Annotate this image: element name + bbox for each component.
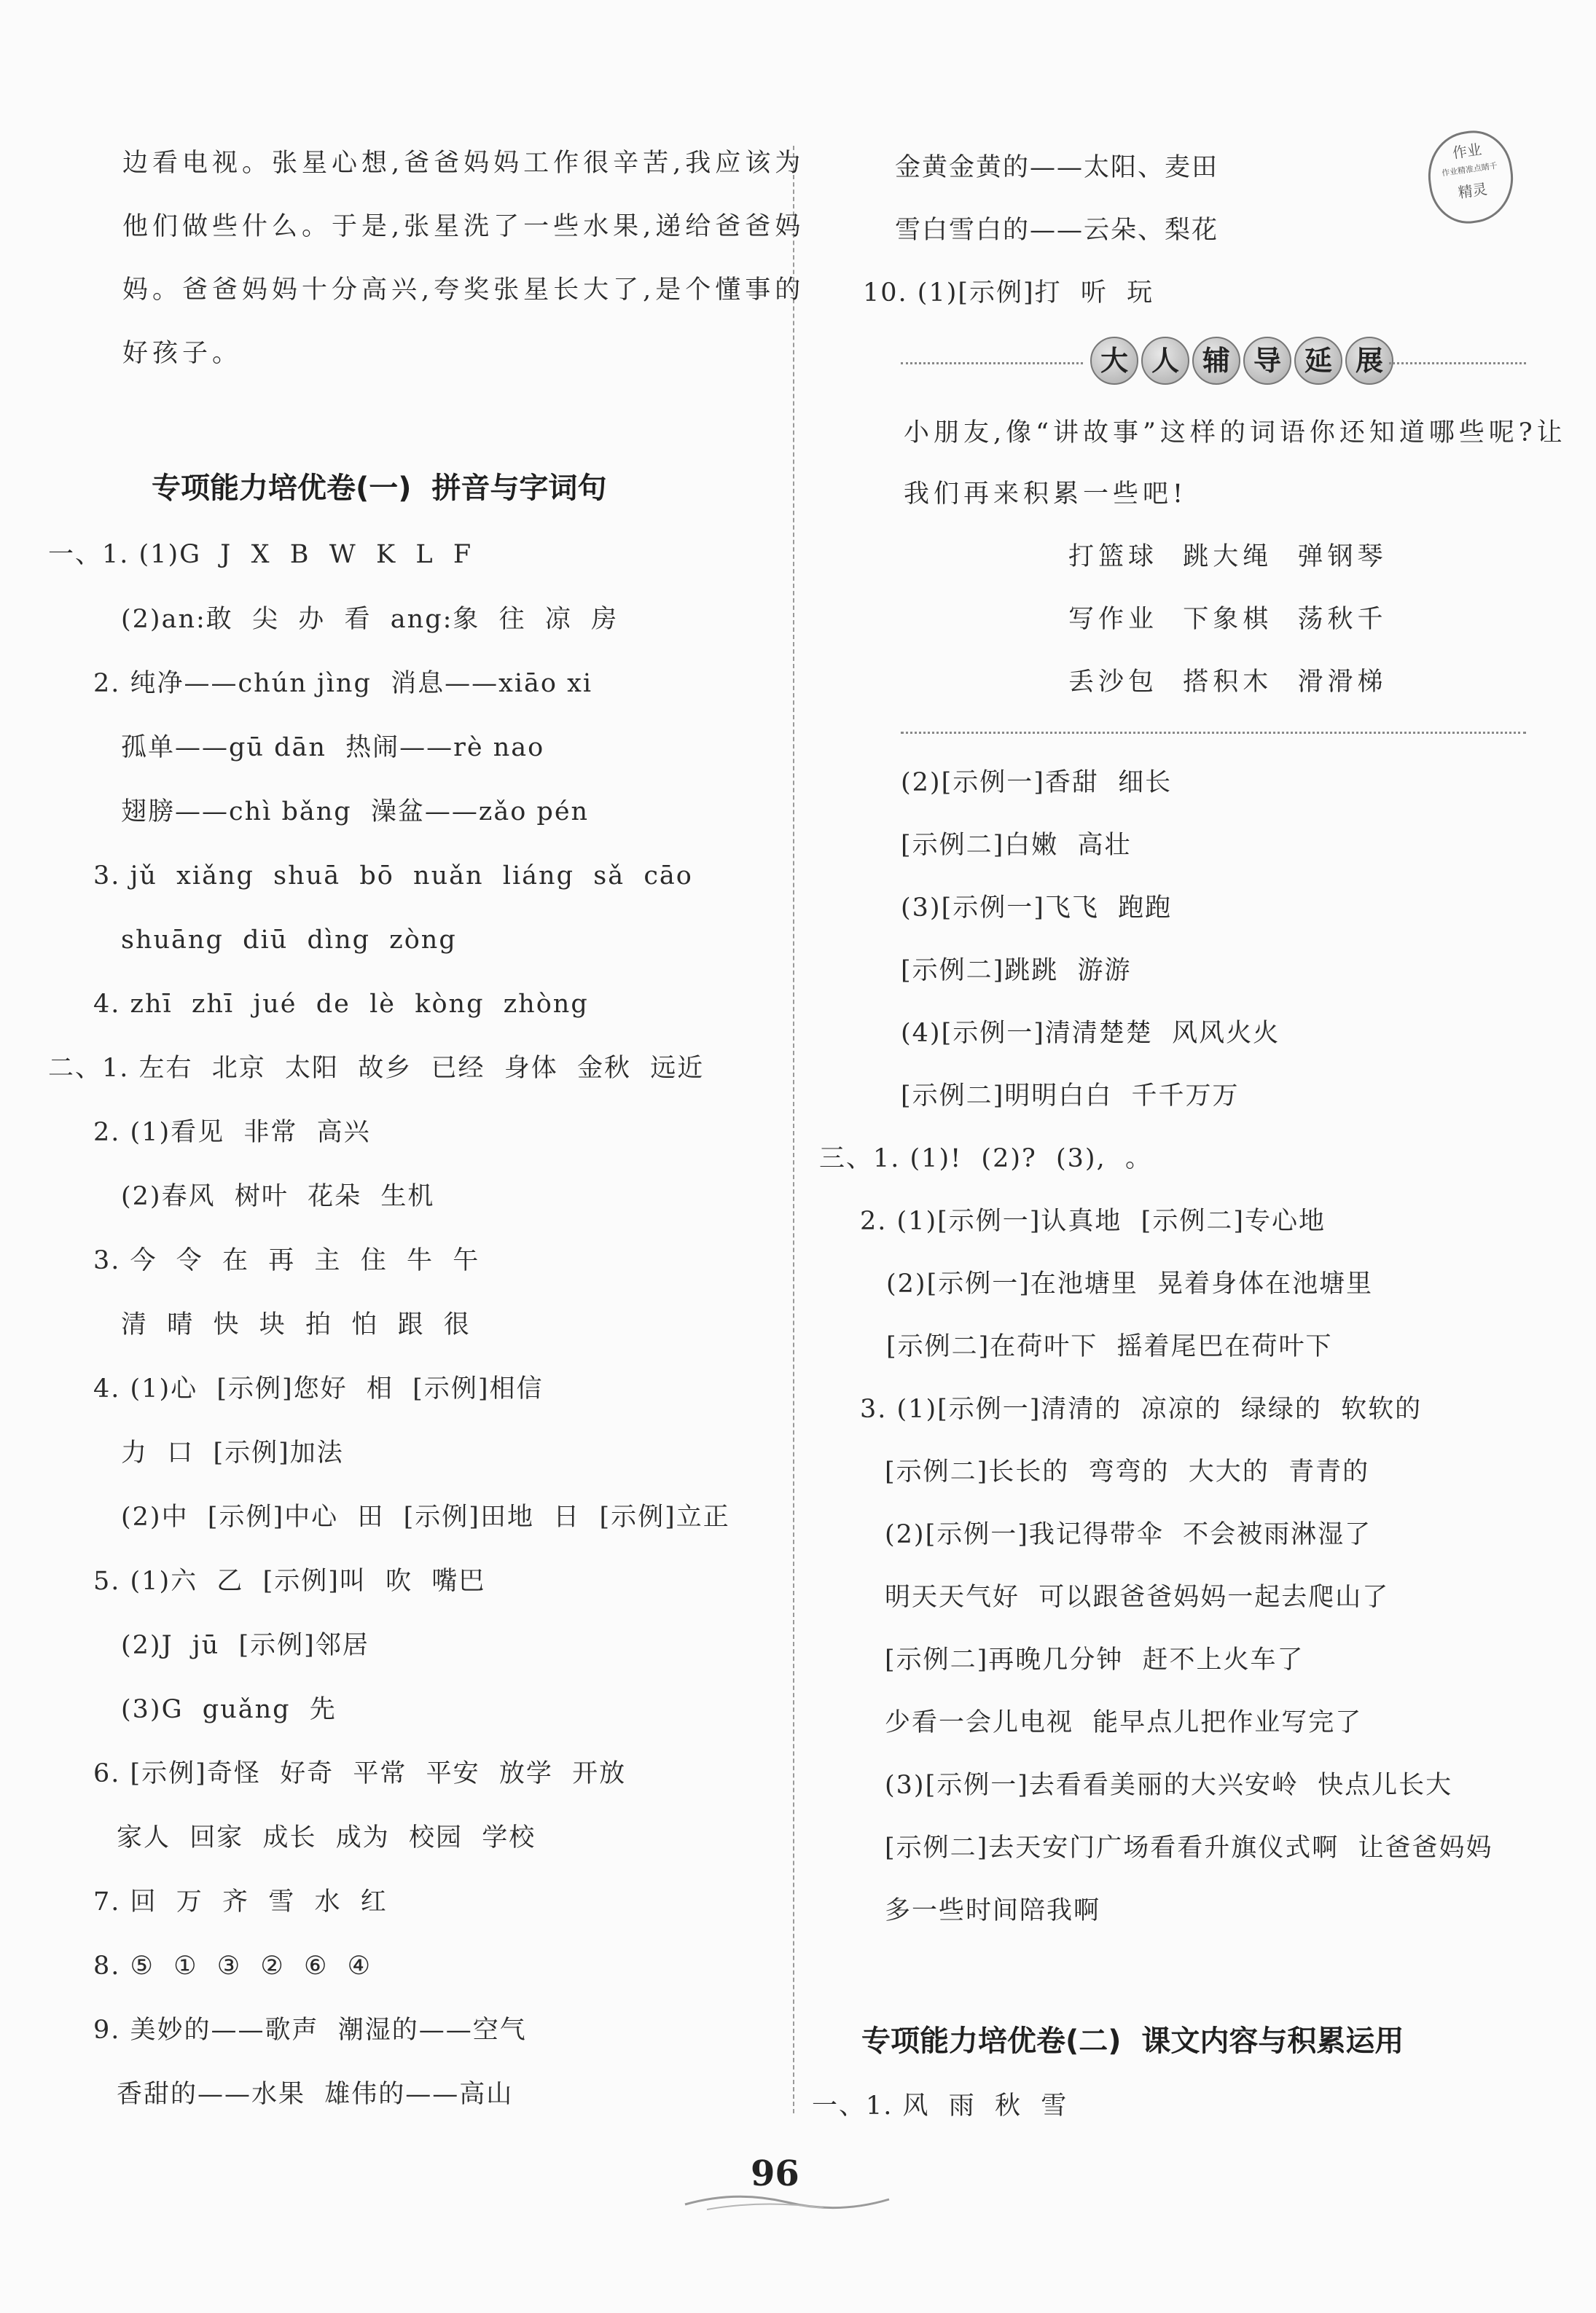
banner-char: 大 [1090, 337, 1138, 385]
intro-line: 好孩子。 [122, 339, 243, 368]
answer-line: 一、1. (1)G J X B W K L F [48, 540, 473, 569]
answer-line: 6. [示例]奇怪 好奇 平常 平安 放学 开放 [93, 1759, 627, 1788]
answer-line: 2. (1)看见 非常 高兴 [93, 1118, 371, 1147]
answer-line: 3. (1)[示例一]清清的 凉凉的 绿绿的 软软的 [860, 1395, 1423, 1424]
banner-char: 人 [1141, 337, 1189, 385]
answer-line: 3. jǔ xiǎng shuā bō nuǎn liáng sǎ cāo [93, 861, 693, 891]
answer-line: 力 口 [示例]加法 [121, 1439, 344, 1468]
answer-line: (2)[示例一]香甜 细长 [901, 768, 1173, 797]
answer-line: 家人 回家 成长 成为 校园 学校 [117, 1823, 536, 1852]
answer-line: 10. (1)[示例]打 听 玩 [863, 278, 1154, 308]
answer-line: (2)[示例一]我记得带伞 不会被雨淋湿了 [885, 1520, 1372, 1549]
banner-char: 展 [1345, 337, 1393, 385]
banner-char: 导 [1243, 337, 1291, 385]
section-title-1: 专项能力培优卷(一) 拼音与字词句 [152, 471, 607, 505]
answer-line: shuāng diū dìng zòng [121, 925, 457, 955]
answer-line: (2)an:敢 尖 办 看 ang:象 往 凉 房 [121, 605, 619, 634]
box-word-row: 写作业 下象棋 荡秋千 [1068, 605, 1388, 634]
answer-line: [示例二]去天安门广场看看升旗仪式啊 让爸爸妈妈 [885, 1833, 1493, 1863]
answer-line: (4)[示例一]清清楚楚 风风火火 [901, 1019, 1280, 1048]
answer-line: 清 晴 快 块 拍 怕 跟 很 [121, 1310, 471, 1339]
answer-line: (2)春风 树叶 花朵 生机 [121, 1182, 435, 1211]
answer-line: 明天天气好 可以跟爸爸妈妈一起去爬山了 [885, 1583, 1390, 1612]
box-text-line: 我们再来积累一些吧! [904, 480, 1188, 509]
box-top-left-rule [901, 362, 1083, 364]
answer-line: 孤单——gū dān 热闹——rè nao [121, 733, 545, 762]
answer-line: 3. 今 令 在 再 主 住 牛 午 [93, 1246, 480, 1275]
answer-line: 9. 美妙的——歌声 潮湿的——空气 [93, 2016, 527, 2045]
answer-line: 雪白雪白的——云朵、梨花 [895, 216, 1219, 245]
answer-line: (3)[示例一]去看看美丽的大兴安岭 快点儿长大 [885, 1771, 1453, 1800]
answer-line: 2. 纯净——chún jìng 消息——xiāo xi [93, 669, 593, 698]
answer-line: 4. zhī zhī jué de lè kòng zhòng [93, 990, 589, 1019]
answer-line: 2. (1)[示例一]认真地 [示例二]专心地 [860, 1207, 1326, 1236]
column-divider [793, 146, 794, 2113]
answer-line: 香甜的——水果 雄伟的——高山 [117, 2080, 514, 2109]
box-word-row: 丢沙包 搭积木 滑滑梯 [1068, 668, 1388, 697]
answer-line: [示例二]白嫩 高壮 [901, 831, 1132, 860]
answer-line: [示例二]明明白白 千千万万 [901, 1081, 1240, 1111]
answer-line: 少看一会儿电视 能早点儿把作业写完了 [885, 1708, 1363, 1737]
answer-line: 5. (1)六 乙 [示例]叫 吹 嘴巴 [93, 1567, 486, 1596]
banner-char: 辅 [1192, 337, 1240, 385]
box-bottom-rule [901, 732, 1526, 734]
answer-line: (2)中 [示例]中心 田 [示例]田地 日 [示例]立正 [121, 1503, 730, 1532]
page-ornament-icon [678, 2186, 896, 2215]
answer-line: 翅膀——chì bǎng 澡盆——zǎo pén [121, 797, 590, 826]
answer-line: 一、1. 风 雨 秋 雪 [812, 2091, 1068, 2121]
banner-char: 延 [1294, 337, 1342, 385]
answer-line: (3)G guǎng 先 [121, 1695, 337, 1724]
answer-line: 二、1. 左右 北京 太阳 故乡 已经 身体 金秋 远近 [48, 1054, 705, 1083]
page-number: 96 [751, 2153, 799, 2194]
answer-line: [示例二]再晚几分钟 赶不上火车了 [885, 1645, 1304, 1675]
answer-line: [示例二]在荷叶下 摇着尾巴在荷叶下 [886, 1332, 1333, 1361]
box-top-right-rule [1389, 362, 1526, 364]
section-title-2: 专项能力培优卷(二) 课文内容与积累运用 [861, 2024, 1404, 2058]
intro-line: 他们做些什么。于是,张星洗了一些水果,递给爸爸妈 [122, 212, 805, 241]
answer-line: (2)J jū [示例]邻居 [121, 1631, 369, 1660]
box-text-line: 小朋友,像“讲故事”这样的词语你还知道哪些呢?让 [904, 418, 1567, 447]
homework-stamp-logo: 作业 作业精准点睛千 精灵 [1423, 126, 1519, 229]
answer-line: 金黄金黄的——太阳、麦田 [895, 153, 1219, 182]
guidance-banner [1090, 337, 1393, 388]
answer-line: 7. 回 万 齐 雪 水 红 [93, 1887, 388, 1917]
answer-line: 4. (1)心 [示例]您好 相 [示例]相信 [93, 1374, 544, 1404]
box-word-row: 打篮球 跳大绳 弹钢琴 [1068, 542, 1388, 571]
answer-line: [示例二]长长的 弯弯的 大大的 青青的 [885, 1457, 1370, 1487]
answer-line: 多一些时间陪我啊 [885, 1896, 1101, 1925]
answer-line: (2)[示例一]在池塘里 晃着身体在池塘里 [886, 1269, 1374, 1299]
intro-line: 妈。爸爸妈妈十分高兴,夸奖张星长大了,是个懂事的 [122, 275, 805, 305]
intro-line: 边看电视。张星心想,爸爸妈妈工作很辛苦,我应该为 [122, 149, 805, 178]
answer-line: 8. ⑤ ① ③ ② ⑥ ④ [93, 1952, 372, 1981]
answer-line: [示例二]跳跳 游游 [901, 956, 1132, 985]
answer-line: (3)[示例一]飞飞 跑跑 [901, 893, 1173, 923]
answer-line: 三、1. (1)! (2)? (3), 。 [819, 1144, 1152, 1173]
